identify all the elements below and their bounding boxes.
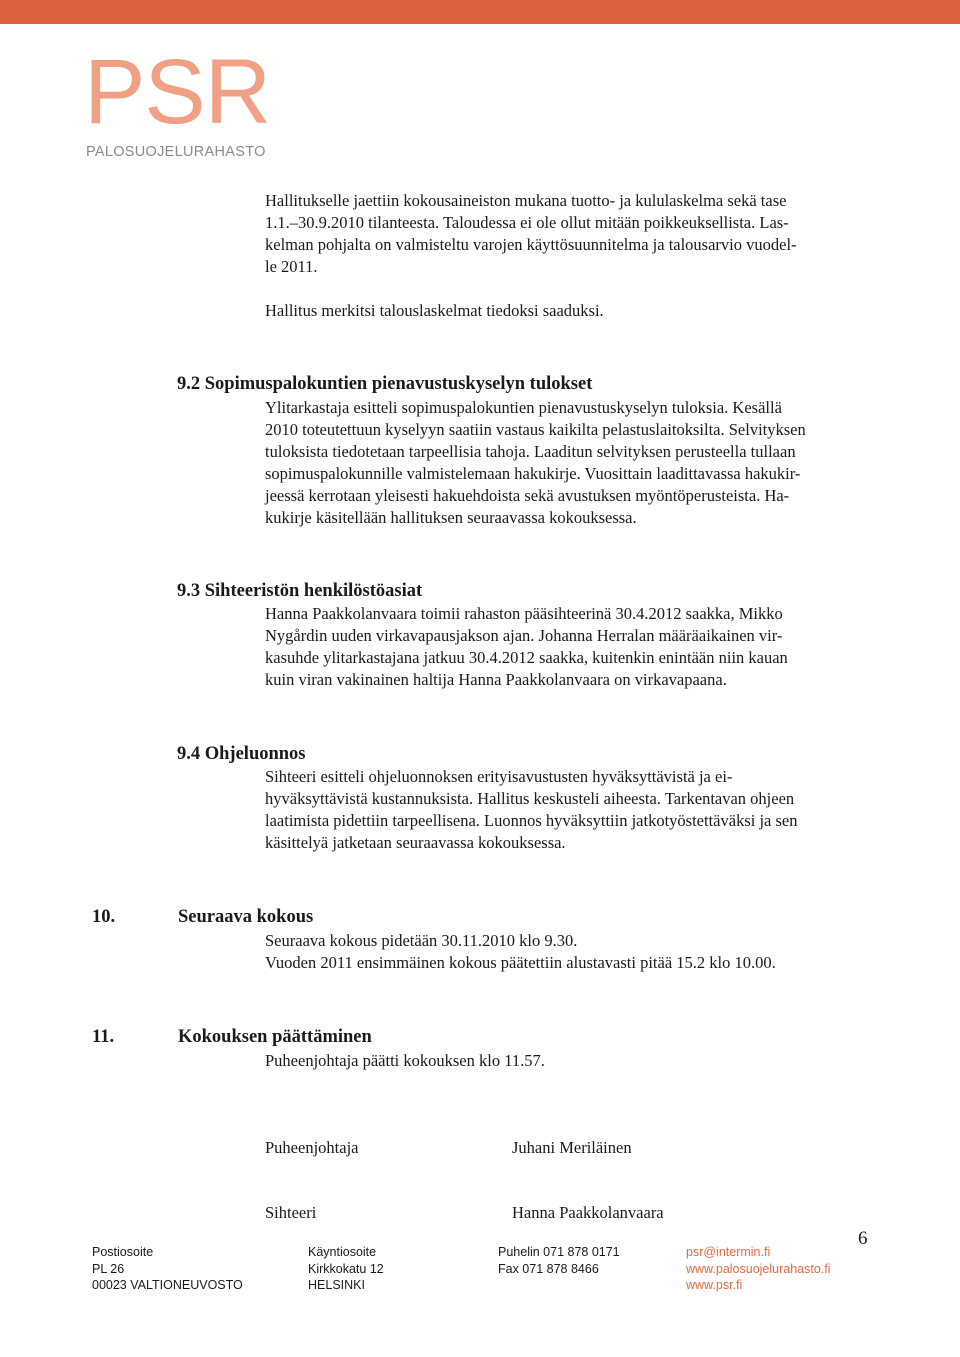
text-line: Hanna Paakkolanvaara toimii rahaston pääsihteerinä 30.4.2012 saakka, Mikko	[265, 604, 783, 623]
section-9-3-heading: 9.3 Sihteeristön henkilöstöasiat	[177, 581, 423, 601]
section-11-number: 11.	[92, 1027, 115, 1047]
short-website-link[interactable]: www.psr.fi	[686, 1278, 743, 1292]
text-line: tuloksista tiedotetaan tarpeellisia tahoja. Laaditun selvityksen perusteella tullaan	[265, 442, 796, 461]
footer-line: Kirkkokatu 12	[308, 1261, 384, 1276]
chair-role: Puheenjohtaja	[265, 1138, 359, 1157]
section-9-2-heading: 9.2 Sopimuspalokuntien pienavustuskyselyn tulokset	[177, 374, 593, 394]
text-line: Hallitukselle jaettiin kokousaineiston mukana tuotto- ja kululaskelma sekä tase	[265, 191, 787, 210]
secretary-role: Sihteeri	[265, 1203, 317, 1222]
footer-line: HELSINKI	[308, 1278, 365, 1292]
logo-name: PALOSUOJELURAHASTO	[86, 144, 266, 160]
intro-paragraph-1	[265, 190, 797, 278]
footer-line: Fax 071 878 8466	[498, 1261, 599, 1276]
secretary-name: Hanna Paakkolanvaara	[512, 1203, 664, 1222]
email-link[interactable]: psr@intermin.fi	[686, 1245, 771, 1259]
footer-line: PL 26	[92, 1261, 125, 1276]
section-9-4-body	[265, 766, 797, 854]
text-line: laatimista pidettiin tarpeellisena. Luonnos hyväksyttiin jatkotyöstettäväksi ja sen	[265, 811, 798, 830]
footer-visit-address	[308, 1244, 384, 1294]
text-line: 2010 toteutettuun kyselyyn saatiin vastaus kaikilta pelastuslaitoksilta. Selvityksen	[265, 420, 806, 439]
section-10-heading: Seuraava kokous	[178, 907, 314, 927]
text-line: Puheenjohtaja päätti kokouksen klo 11.57.	[265, 1051, 545, 1070]
top-color-bar	[0, 0, 960, 24]
text-line: kelman pohjalta on valmisteltu varojen käyttösuunnitelma ja talousarvio vuodel-	[265, 235, 797, 254]
footer-web	[686, 1244, 831, 1294]
page-number: 6	[858, 1228, 868, 1249]
psr-logo	[84, 41, 271, 164]
text-line: Hallitus merkitsi talouslaskelmat tiedoksi saaduksi.	[265, 301, 604, 320]
text-line: Seuraava kokous pidetään 30.11.2010 klo 9.30.	[265, 931, 578, 950]
text-line: Vuoden 2011 ensimmäinen kokous päätettiin alustavasti pitää 15.2 klo 10.00.	[265, 953, 776, 972]
text-line: käsittelyä jatketaan seuraavassa kokouksessa.	[265, 833, 566, 852]
section-10-number: 10.	[92, 907, 116, 927]
intro-paragraph-2	[265, 300, 604, 322]
footer-line: Käyntiosoite	[308, 1245, 377, 1259]
footer-line: Puhelin 071 878 0171	[498, 1245, 620, 1259]
text-line: kuin viran vakinainen haltija Hanna Paakkolanvaara on virkavapaana.	[265, 670, 727, 689]
section-11-body	[265, 1050, 545, 1072]
footer-line: Postiosoite	[92, 1245, 154, 1259]
section-9-3-body	[265, 603, 788, 691]
website-link[interactable]: www.palosuojelurahasto.fi	[686, 1261, 831, 1276]
text-line: le 2011.	[265, 257, 318, 276]
text-line: 1.1.–30.9.2010 tilanteesta. Taloudessa ei ole ollut mitään poikkeuksellista. Las-	[265, 213, 789, 232]
section-11-heading: Kokouksen päättäminen	[178, 1027, 372, 1047]
logo-mark: PSR	[84, 41, 271, 143]
text-line: Nygårdin uuden virkavapausjakson ajan. Johanna Herralan määräaikainen vir-	[265, 626, 783, 645]
footer-postal-address	[92, 1244, 243, 1294]
text-line: kukirje käsitellään hallituksen seuraavassa kokouksessa.	[265, 508, 637, 527]
footer-line: 00023 VALTIONEUVOSTO	[92, 1278, 243, 1292]
footer-phone	[498, 1244, 620, 1277]
text-line: Sihteeri esitteli ohjeluonnoksen erityisavustusten hyväksyttävistä ja ei-	[265, 767, 733, 786]
section-10-body	[265, 930, 776, 974]
text-line: kasuhde ylitarkastajana jatkuu 30.4.2012 saakka, kuitenkin enintään niin kauan	[265, 648, 788, 667]
section-9-4-heading: 9.4 Ohjeluonnos	[177, 744, 306, 764]
section-9-2-body	[265, 397, 806, 529]
text-line: hyväksyttävistä kustannuksista. Hallitus keskusteli aiheesta. Tarkentavan ohjeen	[265, 789, 795, 808]
text-line: jeessä kerrotaan yleisesti hakuehdoista sekä avustuksen myöntöperusteista. Ha-	[265, 486, 790, 505]
chair-name: Juhani Meriläinen	[512, 1138, 632, 1157]
text-line: Ylitarkastaja esitteli sopimuspalokuntien pienavustuskyselyn tuloksia. Kesällä	[265, 398, 782, 417]
text-line: sopimuspalokunnille valmistelemaan hakukirje. Vuosittain laadittavassa hakukir-	[265, 464, 801, 483]
